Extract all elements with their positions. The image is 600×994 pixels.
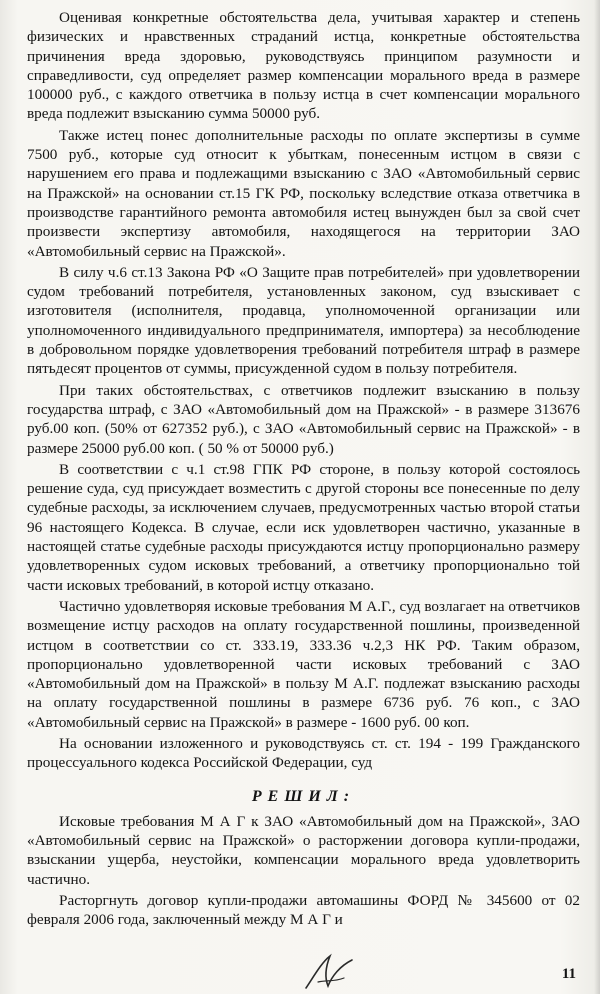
resolution-claims: Исковые требования М А Г к ЗАО «Автомобильный дом на Пражской», ЗАО «Автомобильный сервис на Пражской» о расторжении договора купли-продажи, взыскании ущерба, неустойки, компенсации морального вреда удовлетворить частично. <box>27 812 580 888</box>
paragraph-fine: При таких обстоятельствах, с ответчиков подлежит взысканию в пользу государства штраф, с ЗАО «Автомобильный дом на Пражской» - в размере 313676 руб.00 коп. (50% от 627352 руб.), с ЗАО «Автомобильный сервис на Пражской» - в размере 25000 руб.00 коп. ( 50 % от 50000 руб.) <box>27 381 580 457</box>
handwritten-signature <box>300 952 360 992</box>
document-body <box>27 8 580 930</box>
page-edge-shadow <box>594 0 600 994</box>
paragraph-expertise-costs: Также истец понес дополнительные расходы по оплате экспертизы в сумме 7500 руб., которые суд относит к убыткам, понесенным истцом в связи с нарушением его права и подлежащими взысканию с ЗАО «Автомобильный сервис на Пражской» на основании ст.15 ГК РФ, поскольку вследствие отказа ответчика в производстве гарантийного ремонта автомобиля истец вынужден был за свой счет произвести экспертизу автомобиля, находящегося на территории ЗАО «Автомобильный сервис на Пражской». <box>27 126 580 260</box>
decision-heading: РЕШИЛ: <box>251 787 356 805</box>
paragraph-legal-basis: На основании изложенного и руководствуясь ст. ст. 194 - 199 Гражданского процессуального кодекса Российской Федерации, суд <box>27 734 580 772</box>
paragraph-moral-damage: Оценивая конкретные обстоятельства дела, учитывая характер и степень физических и нравственных страданий истца, конкретные обстоятельства причинения вреда здоровью, руководствуясь принципом разумности и справедливости, суд определяет размер компенсации морального вреда в размере 100000 руб., с каждого ответчика в пользу истца в счет компенсации морального вреда подлежит взысканию сумма 50000 руб. <box>27 9 580 123</box>
paragraph-state-duty: Частично удовлетворяя исковые требования М А.Г., суд возлагает на ответчиков возмещение истцу расходов на оплату государственной пошлины, произведенной истцом в соответствии со ст. 333.19, 333.36 ч.2,3 НК РФ. Таким образом, пропорционально удовлетворенной части исковых требований с ЗАО «Автомобильный дом на Пражской» в пользу М А.Г. подлежат взысканию расходы на оплату государственной пошлины в размере 6736 руб. 76 коп., с ЗАО «Автомобильный сервис на Пражской» в размере - 1600 руб. 00 коп. <box>27 597 580 731</box>
paragraph-consumer-law: В силу ч.6 ст.13 Закона РФ «О Защите прав потребителей» при удовлетворении судом требований потребителя, установленных законом, суд взыскивает с изготовителя (исполнителя, продавца, уполномоченной организации или уполномоченного индивидуального предпринимателя, импортера) за несоблюдение в добровольном порядке удовлетворения требований потребителя штраф в размере пятьдесят процентов от суммы, присужденной судом в пользу потребителя. <box>27 263 580 378</box>
resolution-terminate-contract: Расторгнуть договор купли-продажи автомашины ФОРД № 345600 от 02 февраля 2006 года, заключенный между М А Г и <box>27 892 580 929</box>
paragraph-court-costs: В соответствии с ч.1 ст.98 ГПК РФ стороне, в пользу которой состоялось решение суда, суд присуждает возместить с другой стороны все понесенные по делу судебные расходы, за исключением случаев, предусмотренных частью второй статьи 96 настоящего Кодекса. В случае, если иск удовлетворен частично, указанные в настоящей статье судебные расходы присуждаются истцу пропорционально размеру удовлетворенных судом исковых требований, а ответчику пропорционально той части исковых требований, в которой истцу отказано. <box>27 460 580 594</box>
page-number: 11 <box>561 966 576 982</box>
